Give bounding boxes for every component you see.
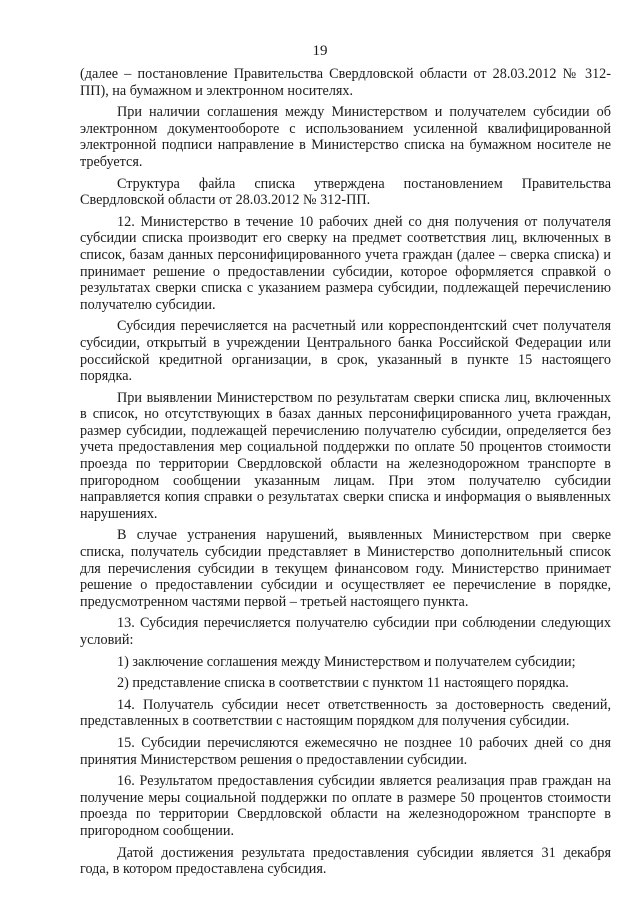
paragraph-result-date: Датой достижения результата предоставления субсидии является 31 декабря года, в котором предоставлена субсидия. bbox=[80, 844, 611, 878]
paragraph-clause-12: 12. Министерство в течение 10 рабочих дней со дня получения от получателя субсидии списка производит его сверку на предмет соответствия лиц, включенных в список, базам данных персонифицированного учета граждан (далее – сверка списка) и принимает решение о предоставлении субсидии, которое оформляется справкой о результатах сверки списка с указанием размера субсидии, подлежащей перечислению получателю субсидии. bbox=[80, 213, 611, 313]
paragraph-subsidy-transfer-account: Субсидия перечисляется на расчетный или корреспондентский счет получателя субсидии, открытый в учреждении Центрального банка Российской Федерации или российской кредитной организации, в срок, указанный в пункте 15 настоящего порядка. bbox=[80, 318, 611, 385]
paragraph-remedy-violations: В случае устранения нарушений, выявленных Министерством при сверке списка, получатель субсидии представляет в Министерство дополнительный список для перечисления субсидии в текущем финансовом году. Министерство принимает решение о предоставлении субсидии и осуществляет ее перечисление в порядке, предусмотренном частями первой – третьей настоящего пункта. bbox=[80, 527, 611, 610]
paragraph-clause-13: 13. Субсидия перечисляется получателю субсидии при соблюдении следующих условий: bbox=[80, 615, 611, 648]
paragraph-file-structure: Структура файла списка утверждена постановлением Правительства Свердловской области от 28.03.2012 № 312-ПП. bbox=[80, 175, 611, 209]
paragraph-clause-15: 15. Субсидии перечисляются ежемесячно не позднее 10 рабочих дней со дня принятия Министерством решения о предоставлении субсидии. bbox=[80, 734, 611, 768]
paragraph-electronic-document-flow: При наличии соглашения между Министерством и получателем субсидии об электронном документообороте с использованием усиленной квалифицированной электронной подписи направление в Министерство списка на бумажном носителе не требуется. bbox=[80, 104, 611, 170]
paragraph-continuation: (далее – постановление Правительства Свердловской области от 28.03.2012 № 312-ПП), на бумажном и электронном носителях. bbox=[80, 66, 611, 99]
paragraph-clause-14: 14. Получатель субсидии несет ответственность за достоверность сведений, представленных в соответствии с настоящим порядком для получения субсидии. bbox=[80, 696, 611, 730]
paragraph-discrepancies: При выявлении Министерством по результатам сверки списка лиц, включенных в список, но отсутствующих в базах данных персонифицированного учета граждан, размер субсидии, подлежащей перечислению получателю субсидии, определяется без учета предоставления мер социальной поддержки по оплате 50 процентов стоимости проезда по территории Свердловской области на железнодорожном транспорте в пригородном сообщении указанным лицам. При этом получателю субсидии направляется копия справки о результатах сверки списка и информация о выявленных нарушениях. bbox=[80, 389, 611, 522]
page-number: 19 bbox=[312, 43, 328, 59]
paragraph-clause-16: 16. Результатом предоставления субсидии является реализация прав граждан на получение меры социальной поддержки по оплате в размере 50 процентов стоимости проезда по территории Свердловской области на железнодорожном транспорте в пригородном сообщении. bbox=[80, 773, 611, 839]
document-body bbox=[80, 66, 611, 878]
list-item-condition-2: 2) представление списка в соответствии с пунктом 11 настоящего порядка. bbox=[117, 675, 569, 692]
list-item-condition-1: 1) заключение соглашения между Министерством и получателем субсидии; bbox=[117, 653, 576, 670]
